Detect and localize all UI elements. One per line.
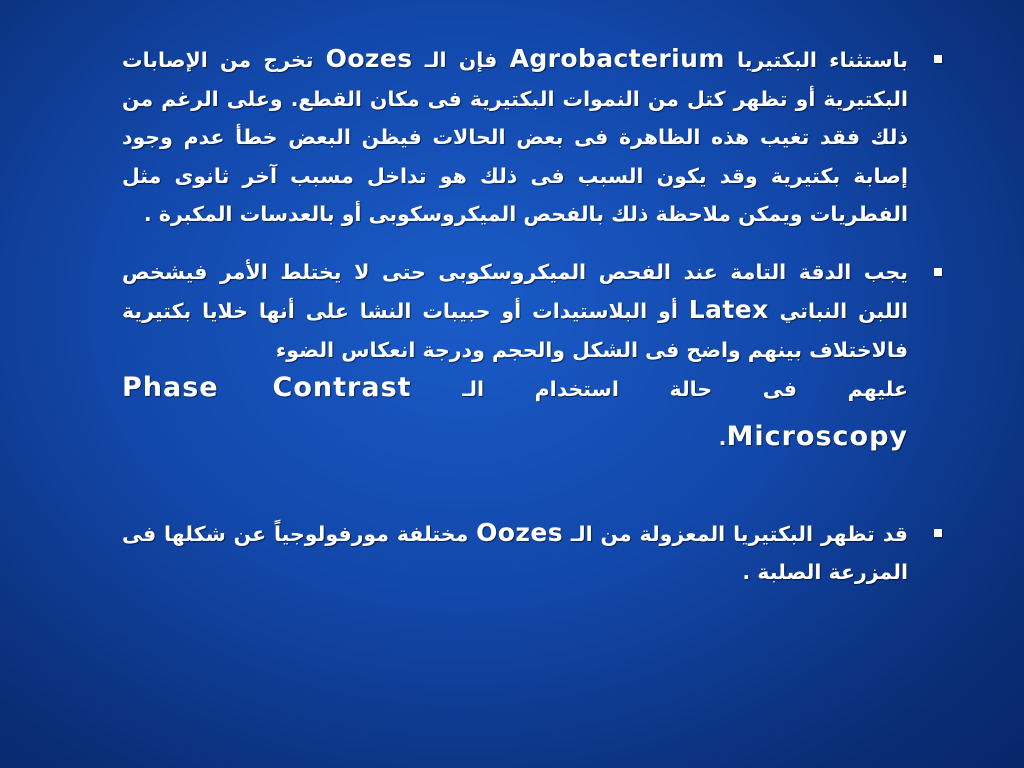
bullet-3-text-rest: مختلفة مورفولوجياً عن شكلها فى المزرعة الصلبة .	[122, 521, 908, 584]
bullet-2-text-start: يجب الدقة التامة عند الفحص الميكروسكوبى حتى لا يختلط الأمر فيشخص اللبن النباتي	[122, 259, 908, 323]
bullet-2-term-phase-contrast: Phase Contrast	[122, 372, 412, 403]
bullet-2-term-latex: Latex	[688, 295, 769, 324]
bullet-1-term-agrobacterium: Agrobacterium	[509, 44, 725, 73]
bullet-3-term-oozes: Oozes	[476, 517, 563, 547]
bullet-2-text-end: .	[718, 425, 727, 450]
bullet-list	[122, 40, 942, 592]
bullet-square-icon	[934, 529, 942, 537]
bullet-2-text-rest: أو البلاستيدات أو حبيبات النشا على أنها خلايا بكتيرية فالاختلاف بينهم واضح فى الشكل والحجم ودرجة انعكاس الضوء	[122, 299, 908, 362]
bullet-item-3	[122, 514, 942, 592]
bullet-1-term-oozes: Oozes	[325, 44, 413, 73]
bullet-square-icon	[934, 55, 942, 63]
bullet-item-2	[122, 253, 942, 466]
bullet-2-term-microscopy: Microscopy	[726, 420, 908, 452]
bullet-2-line-phase-contrast	[122, 369, 908, 409]
bullet-2-line-microscopy	[122, 409, 908, 466]
bullet-square-icon	[934, 268, 942, 276]
bullet-1-text-mid: فإن الـ	[412, 48, 510, 72]
bullet-1-text-start: باستثناء البكتيريا	[724, 48, 909, 72]
bullet-1-text-rest: تخرج من الإصابات البكتيرية أو تظهر كتل من النموات البكتيرية فى مكان القطع. وعلى الرغم من ذلك فقد تغيب هذه الظاهرة فى بعض الحالات فيظن البعض خطأ عدم وجود إصابة بكتيرية وقد يكون السبب فى ذلك هو تداخل مسبب آخر ثانوى مثل الفطريات ويمكن ملاحظة ذلك بالفحص الميكروسكوبى أو بالعدسات المكبرة .	[122, 48, 908, 226]
bullet-2-text-phase-lead: عليهم فى حالة استخدام الـ	[462, 377, 908, 401]
bullet-item-1	[122, 40, 942, 234]
bullet-3-text-start: قد تظهر البكتيريا المعزولة من الـ	[562, 521, 908, 546]
